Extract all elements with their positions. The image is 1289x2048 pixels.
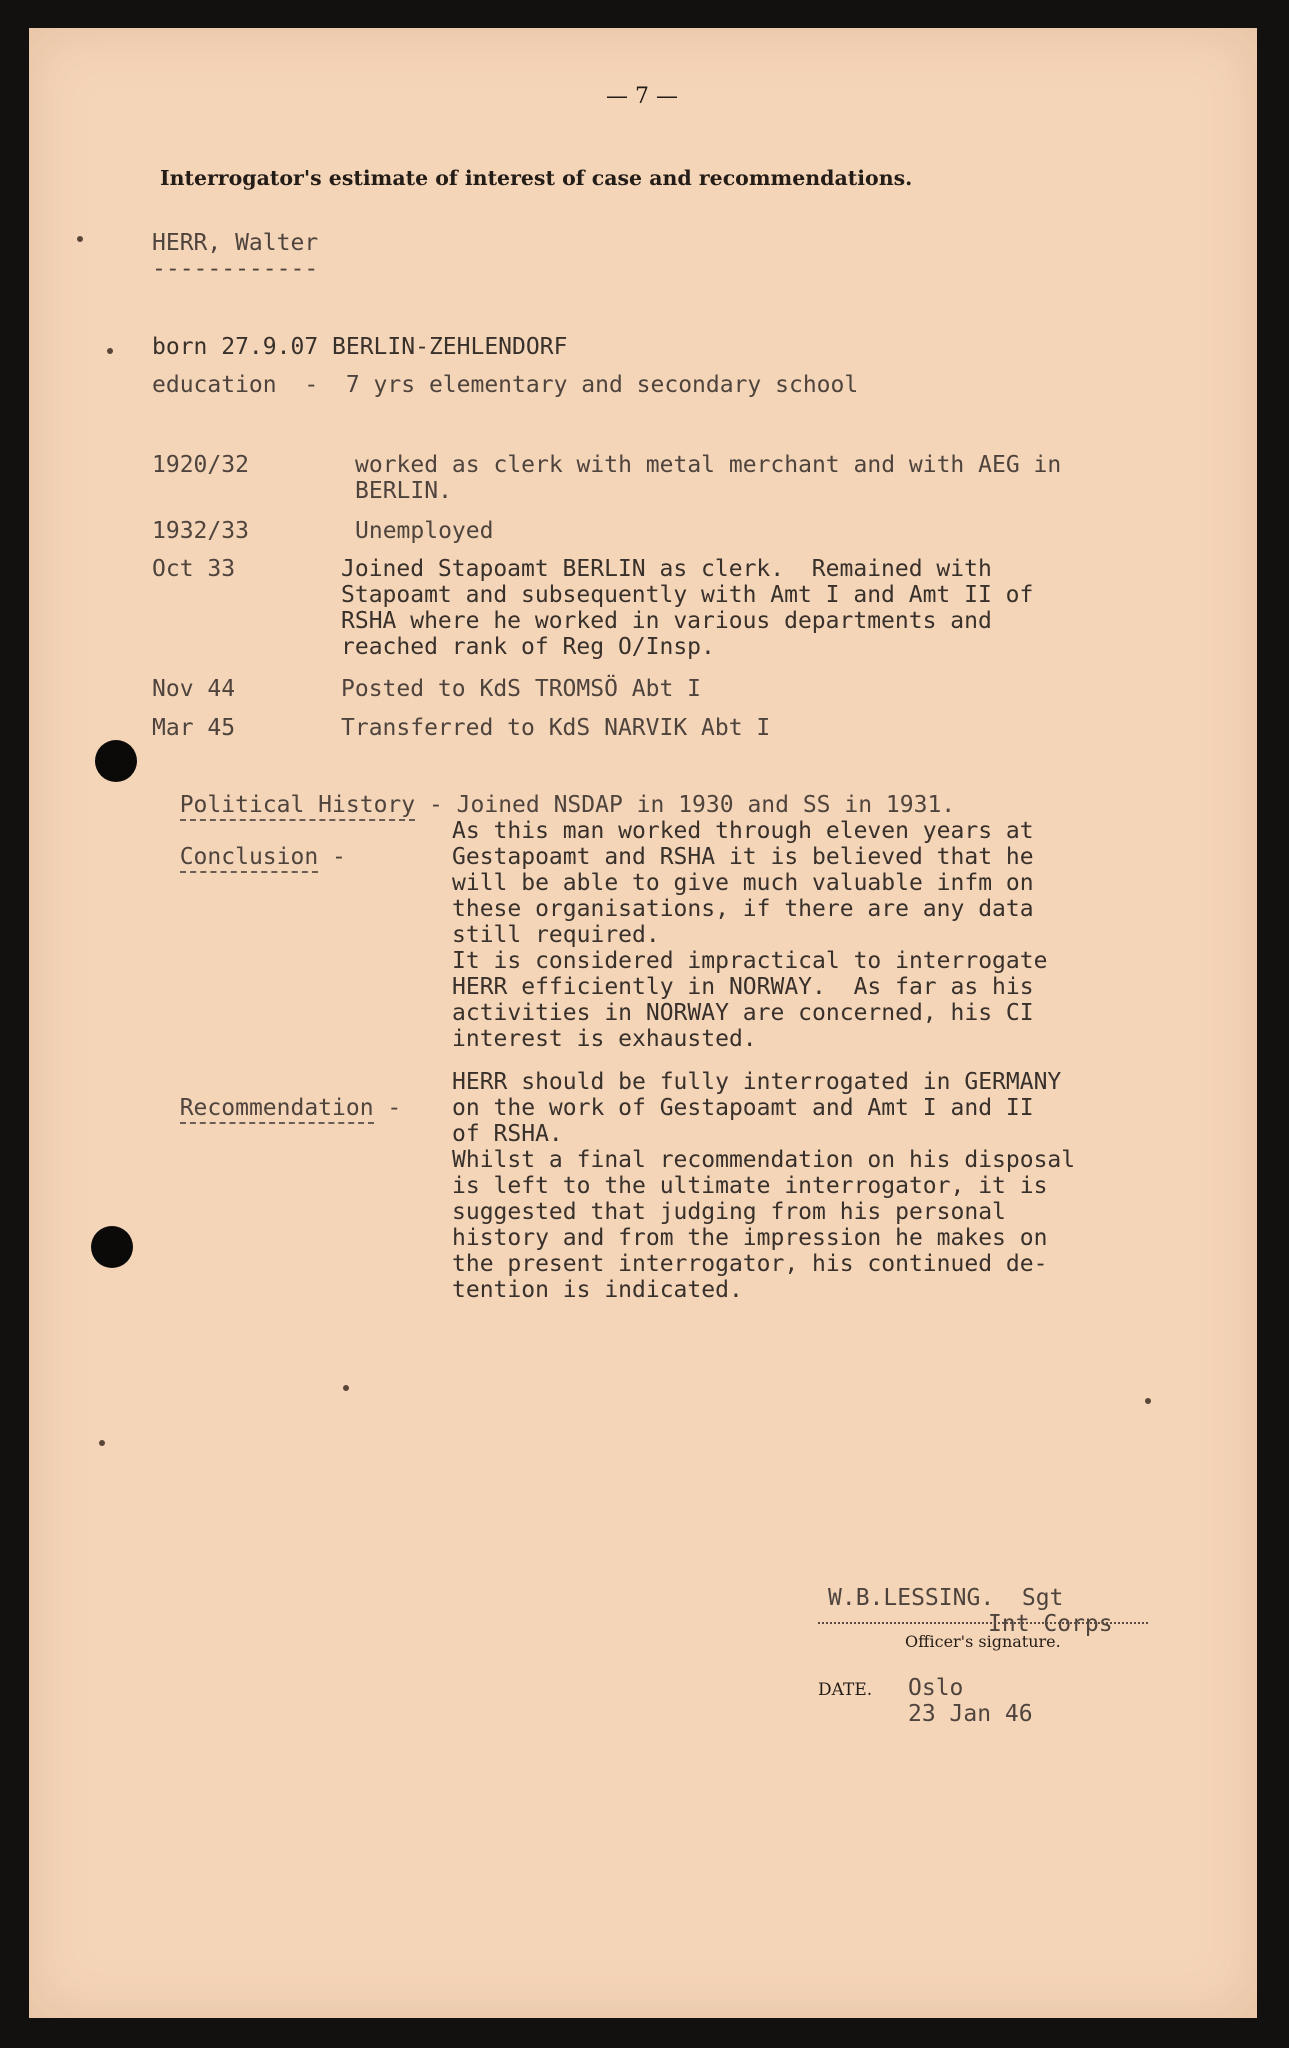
- paper-speck: [99, 1440, 105, 1446]
- career-text: Transferred to KdS NARVIK Abt I: [341, 715, 771, 741]
- political-history-text: - Joined NSDAP in 1930 and SS in 1931.: [415, 792, 956, 818]
- subject-name: HERR, Walter: [152, 230, 319, 256]
- date-value: 23 Jan 46: [908, 1701, 1033, 1727]
- education-line: education - 7 yrs elementary and secondary school: [152, 372, 859, 398]
- punch-hole-top: [95, 740, 137, 782]
- conclusion-heading: [152, 818, 346, 870]
- date-label: DATE.: [818, 1680, 873, 1700]
- recommendation-label: Recommendation: [180, 1095, 374, 1124]
- career-text: Posted to KdS TROMSÖ Abt I: [341, 676, 702, 702]
- paper-speck: [343, 1385, 349, 1391]
- conclusion-text: As this man worked through eleven years at Gestapoamt and RSHA it is believed that he will be able to give much valuable infm on these organisations, if there are any data still required. It is considered impractical to interrogate HERR efficiently in NORWAY. As far as his activities in NORWAY are concerned, his CI interest is exhausted.: [452, 818, 1048, 1052]
- recommendation-dash: -: [373, 1095, 402, 1121]
- career-text: worked as clerk with metal merchant and with AEG in BERLIN.: [355, 452, 1062, 504]
- conclusion-dash: -: [318, 844, 346, 870]
- form-heading: Interrogator's estimate of interest of case and recommendations.: [160, 166, 913, 190]
- signature-line: [818, 1622, 1148, 1624]
- career-date: 1932/33: [152, 518, 249, 544]
- paper-speck: [107, 348, 113, 354]
- signature-caption: Officer's signature.: [905, 1632, 1061, 1651]
- paper-speck: [77, 236, 83, 242]
- career-date: Nov 44: [152, 676, 236, 702]
- career-text: Unemployed: [355, 518, 494, 544]
- date-place: Oslo: [908, 1675, 964, 1701]
- conclusion-label: Conclusion: [180, 844, 318, 873]
- signature-unit: Int Corps: [988, 1611, 1113, 1637]
- career-text: Joined Stapoamt BERLIN as clerk. Remained with Stapoamt and subsequently with Amt I and Amt II of RSHA where he worked in various departments and reached rank of Reg O/Insp.: [341, 556, 1034, 660]
- subject-name-underline: ------------: [152, 256, 319, 282]
- paper-speck: [1145, 1398, 1151, 1404]
- recommendation-heading: [152, 1069, 401, 1121]
- political-history: [152, 766, 955, 818]
- career-date: 1920/32: [152, 452, 249, 478]
- page-number: — 7 —: [606, 84, 678, 109]
- birth-line: born 27.9.07 BERLIN-ZEHLENDORF: [152, 334, 568, 360]
- recommendation-text: HERR should be fully interrogated in GERMANY on the work of Gestapoamt and Amt I and II of RSHA. Whilst a final recommendation on his disposal is left to the ultimate interrogator, it is suggested that judging from his personal history and from the impression he makes on the present interrogator, his continued de- tention is indicated.: [452, 1069, 1076, 1303]
- punch-hole-bottom: [91, 1226, 133, 1268]
- career-date: Oct 33: [152, 556, 236, 582]
- political-history-label: Political History: [180, 792, 415, 821]
- signature-name: W.B.LESSING. Sgt: [828, 1585, 1064, 1611]
- career-date: Mar 45: [152, 715, 236, 741]
